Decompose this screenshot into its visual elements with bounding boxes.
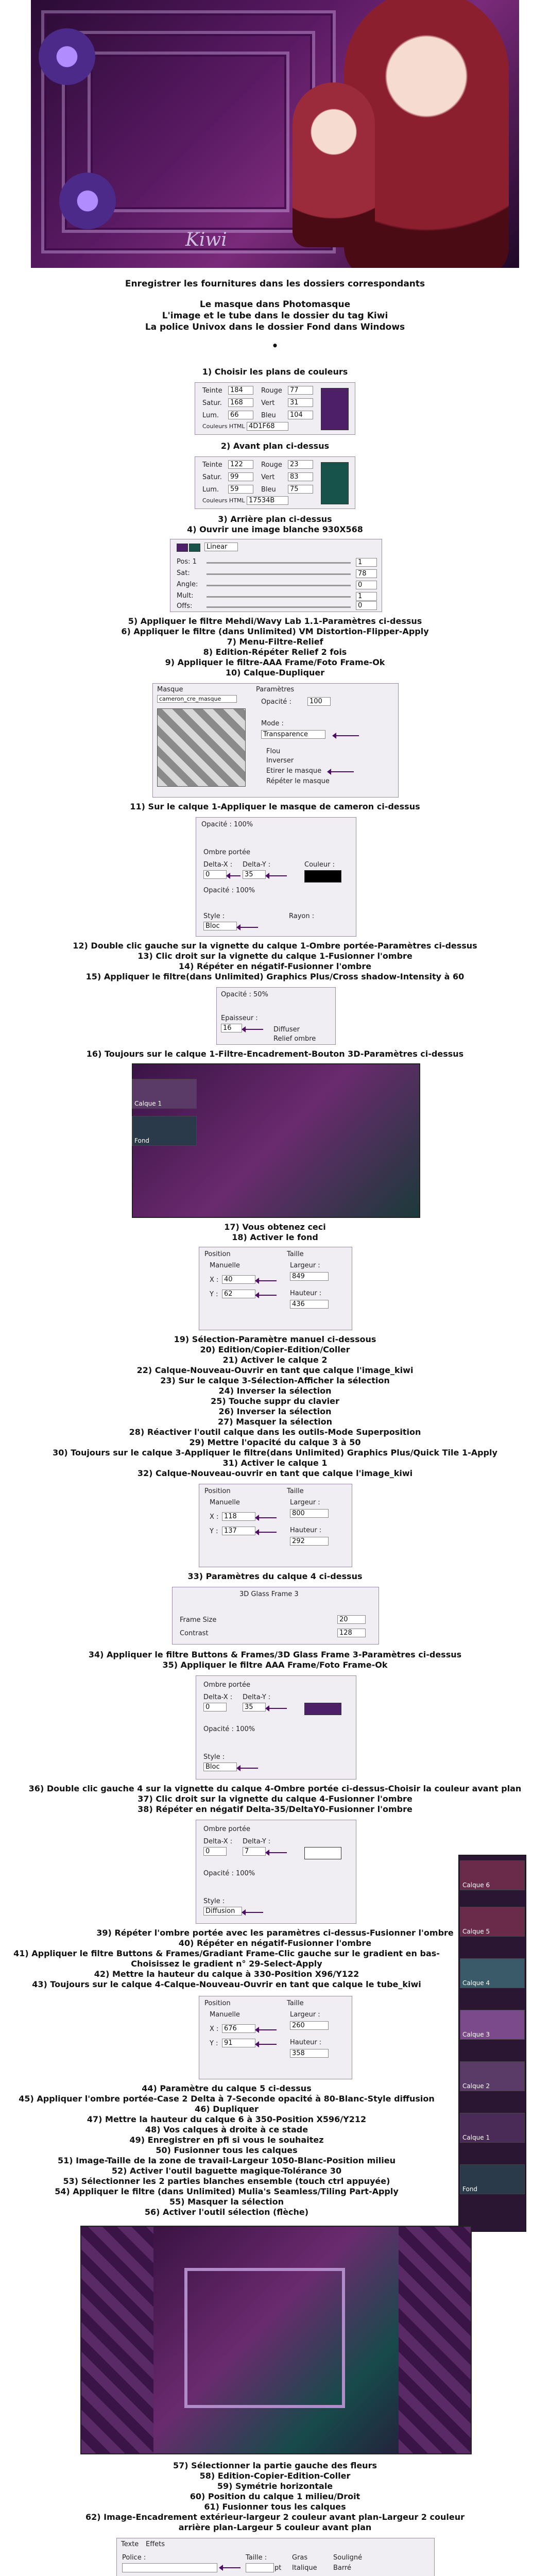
satur-value[interactable]: 99 bbox=[228, 472, 253, 481]
mode-option-2[interactable]: Relief ombre bbox=[273, 1035, 316, 1043]
style-select[interactable]: Bloc bbox=[203, 1762, 237, 1771]
dx-label: Delta-X : bbox=[203, 861, 233, 869]
arrow-indicator bbox=[266, 1708, 287, 1709]
layer-thumb[interactable] bbox=[460, 2061, 525, 2091]
param-value[interactable]: 1 bbox=[356, 592, 377, 601]
teinte-label: Teinte bbox=[202, 461, 222, 469]
x-label: X : bbox=[210, 2025, 219, 2033]
wavy-lab-panel bbox=[170, 539, 382, 612]
x-value[interactable]: 40 bbox=[222, 1275, 255, 1284]
hauteur-value[interactable]: 292 bbox=[290, 1537, 329, 1546]
y-value[interactable]: 91 bbox=[222, 2039, 255, 2047]
step-26: 26) Inverser la sélection bbox=[218, 1406, 332, 1416]
dx-label: Delta-X : bbox=[203, 1693, 233, 1701]
flou-option[interactable]: Flou bbox=[266, 748, 281, 755]
rouge-value[interactable]: 23 bbox=[288, 460, 313, 469]
slider-track[interactable] bbox=[207, 573, 351, 575]
step-34: 34) Appliquer le filtre Buttons & Frames/3D Glass Frame 3-Paramètres ci-dessus bbox=[88, 1650, 462, 1659]
x-label: X : bbox=[210, 1276, 219, 1284]
step-15: 15) Appliquer le filtre(dans Unlimited) Graphics Plus/Cross shadow-Intensity à 60 bbox=[85, 972, 465, 981]
glass-frame-dialog bbox=[172, 1587, 379, 1645]
layer-label: Calque 1 bbox=[134, 1100, 162, 1107]
opacity-label: Opacité : bbox=[261, 698, 291, 706]
color-panel-2 bbox=[195, 456, 355, 509]
rouge-label: Rouge bbox=[261, 461, 282, 469]
step-46: 46) Dupliquer bbox=[195, 2104, 259, 2114]
lum-label: Lum. bbox=[202, 486, 219, 494]
text-dialog bbox=[116, 2538, 435, 2576]
layer-thumb-fond[interactable] bbox=[132, 1116, 197, 1146]
opacity-value[interactable]: 100 bbox=[307, 697, 331, 706]
color-2-swatch[interactable] bbox=[189, 544, 200, 552]
y-label: Y : bbox=[210, 2040, 218, 2047]
op-label: Opacité : 100% bbox=[203, 887, 255, 894]
shadow-dialog-2 bbox=[196, 1675, 356, 1780]
dy-value[interactable]: 35 bbox=[243, 870, 266, 879]
police-label: Police : bbox=[122, 2554, 146, 2562]
html-color-label: Couleurs HTML bbox=[202, 497, 245, 504]
step-6: 6) Appliquer le filtre (dans Unlimited) VM Distortion-Flipper-Apply bbox=[121, 626, 429, 636]
step-17: 17) Vous obtenez ceci bbox=[224, 1222, 326, 1232]
selection-dialog-3 bbox=[199, 1996, 352, 2079]
x-value[interactable]: 676 bbox=[222, 2024, 255, 2033]
gras-option[interactable]: Gras bbox=[292, 2554, 308, 2562]
style-select[interactable]: Diffusion bbox=[203, 1907, 242, 1916]
shadow-color-swatch[interactable] bbox=[304, 1703, 341, 1715]
epaisseur-label: Epaisseur : bbox=[221, 1014, 258, 1022]
bleu-label: Bleu bbox=[261, 412, 276, 419]
step-55: 55) Masquer la sélection bbox=[169, 2197, 284, 2207]
position-label: Position bbox=[204, 1999, 231, 2007]
color-1-swatch[interactable] bbox=[177, 544, 188, 552]
arrow-indicator bbox=[266, 1852, 287, 1853]
step-35: 35) Appliquer le filtre AAA Frame/Foto Frame-Ok bbox=[162, 1660, 388, 1670]
tiled-border-left bbox=[81, 2227, 153, 2453]
step-25: 25) Touche suppr du clavier bbox=[211, 1396, 339, 1406]
html-color-value[interactable]: 17534B bbox=[247, 496, 288, 505]
tab-texte[interactable]: Texte bbox=[121, 2540, 139, 2548]
hauteur-label: Hauteur : bbox=[290, 2039, 322, 2046]
arrow-indicator bbox=[333, 735, 359, 736]
param-label: Sat: bbox=[177, 569, 190, 577]
teinte-label: Teinte bbox=[202, 387, 222, 395]
hauteur-label: Hauteur : bbox=[290, 1290, 322, 1297]
step-5: 5) Appliquer le filtre Mehdi/Wavy Lab 1.1-Paramètres ci-dessus bbox=[128, 616, 422, 626]
html-color-label: Couleurs HTML bbox=[202, 423, 245, 430]
intro-line: L'image et le tube dans le dossier du tag Kiwi bbox=[162, 311, 388, 321]
layer-label: Calque 6 bbox=[462, 1882, 490, 1889]
layer-label: Fond bbox=[134, 1137, 150, 1144]
param-label: Mult: bbox=[177, 592, 194, 600]
shadow-dialog-1 bbox=[196, 817, 356, 937]
y-value[interactable]: 137 bbox=[222, 1527, 255, 1535]
ombre-checkbox[interactable]: Ombre portée bbox=[203, 849, 250, 856]
satur-label: Satur. bbox=[202, 399, 222, 407]
slider-track[interactable] bbox=[207, 596, 351, 598]
step-58: 58) Edition-Copier-Edition-Coller bbox=[199, 2471, 351, 2481]
style-label: Style : bbox=[203, 1897, 225, 1905]
step-54: 54) Appliquer le filtre (dans Unlimited) Mulia's Seamless/Tiling Part-Apply bbox=[55, 2187, 399, 2196]
step-8: 8) Edition-Répéter Relief 2 fois bbox=[203, 647, 347, 657]
step-1: 1) Choisir les plans de couleurs bbox=[202, 367, 348, 377]
slider-track[interactable] bbox=[207, 562, 351, 564]
mask-name-select[interactable]: cameron_cre_masque bbox=[157, 695, 237, 703]
dx-value[interactable]: 0 bbox=[203, 1703, 227, 1711]
vert-value[interactable]: 83 bbox=[288, 472, 313, 481]
mask-preview bbox=[157, 708, 246, 787]
selection-dialog-1 bbox=[199, 1247, 352, 1330]
y-value[interactable]: 62 bbox=[222, 1290, 255, 1298]
taille-label: Taille bbox=[287, 1487, 304, 1495]
arrow-indicator bbox=[256, 2044, 277, 2045]
step-50: 50) Fusionner tous les calques bbox=[156, 2145, 298, 2155]
layer-thumb[interactable] bbox=[460, 1860, 525, 1890]
button-3d-dialog bbox=[216, 987, 336, 1045]
taille-value[interactable] bbox=[246, 2563, 274, 2572]
hauteur-value[interactable]: 358 bbox=[290, 2049, 329, 2058]
layer-thumb[interactable] bbox=[460, 2164, 525, 2194]
bleu-value[interactable]: 104 bbox=[288, 411, 313, 419]
largeur-value[interactable]: 260 bbox=[290, 2021, 329, 2030]
style-select[interactable]: Linear bbox=[204, 543, 238, 551]
tab-effets[interactable]: Effets bbox=[146, 2540, 165, 2548]
step-44: 44) Paramètre du calque 5 ci-dessus bbox=[142, 2083, 312, 2093]
step-30: 30) Toujours sur le calque 3-Appliquer le filtre(dans Unlimited) Graphics Plus/Quick Tile 1-Apply bbox=[53, 1448, 497, 1458]
step-37: 37) Clic droit sur la vignette du calque 4-Fusionner l'ombre bbox=[138, 1794, 413, 1804]
step-61: 61) Fusionner tous les calques bbox=[204, 2502, 346, 2512]
param-value[interactable]: 0 bbox=[356, 581, 377, 589]
step-53: 53) Sélectionner les 2 parties blanches ensemble (touch ctrl appuyée) bbox=[63, 2176, 390, 2186]
manuelle-option[interactable]: Manuelle bbox=[210, 2011, 240, 2019]
step-27: 27) Masquer la sélection bbox=[217, 1417, 333, 1427]
arrow-indicator bbox=[220, 2567, 240, 2568]
step-16: 16) Toujours sur le calque 1-Filtre-Encadrement-Bouton 3D-Paramètres ci-dessus bbox=[86, 1049, 464, 1059]
layer-thumb[interactable] bbox=[460, 1958, 525, 1988]
x-label: X : bbox=[210, 1513, 219, 1521]
step-62: 62) Image-Encadrement extérieur-largeur 2 couleur avant plan-Largeur 2 couleur arrière plan-Largeur 5 couleur avant plan bbox=[85, 2512, 465, 2532]
vert-label: Vert bbox=[261, 399, 275, 407]
couleur-label: Couleur : bbox=[304, 861, 335, 869]
manuelle-option[interactable]: Manuelle bbox=[210, 1262, 240, 1269]
lum-value[interactable]: 66 bbox=[228, 411, 253, 419]
step-40: 40) Répéter en négatif-Fusionner l'ombre bbox=[178, 1938, 372, 1948]
layer-thumb[interactable] bbox=[460, 2113, 525, 2143]
html-color-value[interactable]: 4D1F68 bbox=[247, 422, 288, 431]
step-36: 36) Double clic gauche 4 sur la vignette du calque 4-Ombre portée ci-dessus-Choisir la couleur avant plan bbox=[28, 1784, 522, 1793]
dy-value[interactable]: 7 bbox=[243, 1847, 266, 1856]
hauteur-label: Hauteur : bbox=[290, 1527, 322, 1534]
doll-tube-small bbox=[293, 82, 375, 247]
step-21: 21) Activer le calque 2 bbox=[222, 1355, 328, 1365]
step-4: 4) Ouvrir une image blanche 930X568 bbox=[187, 524, 363, 534]
step-38: 38) Répéter en négatif Delta-35/DeltaY0-Fusionner l'ombre bbox=[138, 1804, 413, 1814]
result-image-2 bbox=[80, 2226, 472, 2454]
teinte-value[interactable]: 184 bbox=[228, 386, 253, 395]
souligne-option[interactable]: Souligné bbox=[333, 2554, 363, 2562]
flower-decoration bbox=[31, 21, 103, 93]
slider-track[interactable] bbox=[207, 585, 351, 586]
inverser-option[interactable]: Inverser bbox=[266, 757, 294, 765]
param-label: Angle: bbox=[177, 581, 198, 588]
bleu-label: Bleu bbox=[261, 486, 276, 494]
dy-label: Delta-Y : bbox=[243, 1693, 271, 1701]
barre-option[interactable]: Barré bbox=[333, 2564, 352, 2572]
arrow-indicator bbox=[243, 1029, 263, 1030]
frame-size-value[interactable]: 20 bbox=[337, 1615, 366, 1624]
step-13: 13) Clic droit sur la vignette du calque 1-Fusionner l'ombre bbox=[138, 951, 413, 961]
lum-value[interactable]: 59 bbox=[228, 485, 253, 494]
dy-value[interactable]: 35 bbox=[243, 1703, 266, 1711]
satur-label: Satur. bbox=[202, 473, 222, 481]
step-10: 10) Calque-Dupliquer bbox=[225, 668, 325, 677]
intro-line: Le masque dans Photomasque bbox=[199, 299, 351, 310]
rouge-value[interactable]: 77 bbox=[288, 386, 313, 395]
flower-decoration bbox=[51, 165, 124, 237]
ombre-checkbox[interactable]: Ombre portée bbox=[203, 1681, 250, 1689]
layers-palette bbox=[458, 1855, 526, 2232]
taille-label: Taille bbox=[287, 1999, 304, 2007]
step-32: 32) Calque-Nouveau-ouvrir en tant que calque l'image_kiwi bbox=[137, 1468, 413, 1478]
step-39: 39) Répéter l'ombre portée avec les paramètres ci-dessus-Fusionner l'ombre bbox=[96, 1928, 454, 1938]
mask-dialog bbox=[152, 683, 399, 798]
largeur-label: Largeur : bbox=[290, 1262, 320, 1269]
vert-value[interactable]: 31 bbox=[288, 398, 313, 407]
step-24: 24) Inverser la sélection bbox=[218, 1386, 332, 1396]
step-29: 29) Mettre l'opacité du calque 3 à 50 bbox=[189, 1437, 361, 1447]
arrow-indicator bbox=[328, 771, 354, 772]
step-52: 52) Activer l'outil baguette magique-Tolérance 30 bbox=[111, 2166, 342, 2176]
step-57: 57) Sélectionner la partie gauche des fleurs bbox=[173, 2461, 377, 2470]
layer-thumb[interactable] bbox=[460, 1907, 525, 1937]
etirer-option[interactable]: Etirer le masque bbox=[266, 767, 322, 775]
opacity-title: Opacité : 100% bbox=[201, 821, 253, 828]
param-value[interactable]: 1 bbox=[356, 558, 377, 567]
largeur-label: Largeur : bbox=[290, 2011, 320, 2019]
step-11: 11) Sur le calque 1-Appliquer le masque de cameron ci-dessus bbox=[130, 802, 420, 811]
step-41: 41) Appliquer le filtre Buttons & Frames/Gradiant Frame-Clic gauche sur le gradient en bas-Choisissez le gradient n° 29-Select-Apply bbox=[13, 1948, 440, 1969]
y-label: Y : bbox=[210, 1291, 218, 1298]
position-label: Position bbox=[204, 1250, 231, 1258]
style-select[interactable]: Bloc bbox=[203, 922, 237, 930]
step-14: 14) Répéter en négatif-Fusionner l'ombre bbox=[178, 961, 372, 971]
bleu-value[interactable]: 75 bbox=[288, 485, 313, 494]
step-49: 49) Enregistrer en pfi si vous le souhaitez bbox=[129, 2135, 324, 2145]
step-43: 43) Toujours sur le calque 4-Calque-Nouveau-Ouvrir en tant que calque le tube_kiwi bbox=[32, 1979, 421, 1989]
satur-value[interactable]: 168 bbox=[228, 398, 253, 407]
hauteur-value[interactable]: 436 bbox=[290, 1300, 329, 1309]
step-12: 12) Double clic gauche sur la vignette du calque 1-Ombre portée-Paramètres ci-dessus bbox=[73, 941, 477, 951]
step-48: 48) Vos calques à droite à ce stade bbox=[145, 2125, 308, 2134]
op-label: Opacité : 100% bbox=[203, 1870, 255, 1877]
layer-label: Calque 4 bbox=[462, 1979, 490, 1987]
arrow-indicator bbox=[237, 1768, 258, 1769]
glass-title: 3D Glass Frame 3 bbox=[239, 1590, 299, 1598]
dy-label: Delta-Y : bbox=[243, 861, 271, 869]
step-3: 3) Arrière plan ci-dessus bbox=[218, 514, 332, 524]
mask-title: Masque bbox=[157, 686, 183, 693]
frame-inner bbox=[184, 2268, 345, 2408]
param-value[interactable]: 78 bbox=[356, 569, 377, 578]
step-9: 9) Appliquer le filtre-AAA Frame/Foto Frame-Ok bbox=[165, 657, 385, 667]
step-7: 7) Menu-Filtre-Relief bbox=[227, 637, 323, 647]
step-59: 59) Symétrie horizontale bbox=[217, 2481, 333, 2491]
shadow-dialog-3 bbox=[196, 1820, 356, 1924]
step-2: 2) Avant plan ci-dessus bbox=[220, 441, 330, 451]
contrast-value[interactable]: 128 bbox=[337, 1629, 366, 1637]
arrow-indicator bbox=[256, 1280, 277, 1281]
intro-line: Enregistrer les fournitures dans les dossiers correspondants bbox=[125, 279, 425, 289]
color-panel-1 bbox=[195, 382, 355, 435]
mode-option[interactable]: Diffuser bbox=[273, 1026, 300, 1033]
frame-size-label: Frame Size bbox=[180, 1616, 217, 1624]
largeur-label: Largeur : bbox=[290, 1499, 320, 1506]
shadow-color-swatch[interactable] bbox=[304, 870, 341, 883]
arrow-indicator bbox=[243, 1912, 263, 1913]
mode-label: Mode : bbox=[261, 720, 284, 727]
op-label: Opacité : 100% bbox=[203, 1725, 255, 1733]
step-20: 20) Edition/Copier-Edition/Coller bbox=[200, 1345, 350, 1354]
police-select[interactable] bbox=[122, 2563, 217, 2572]
dx-value[interactable]: 0 bbox=[203, 870, 227, 879]
largeur-value[interactable]: 800 bbox=[290, 1509, 329, 1518]
vert-label: Vert bbox=[261, 473, 275, 481]
largeur-value[interactable]: 849 bbox=[290, 1272, 329, 1281]
taille-label: Taille : bbox=[246, 2554, 267, 2562]
step-47: 47) Mettre la hauteur du calque 6 à 350-Position X596/Y212 bbox=[87, 2114, 367, 2124]
slider-track[interactable] bbox=[207, 606, 351, 608]
step-56: 56) Activer l'outil sélection (flèche) bbox=[144, 2207, 309, 2217]
step-51: 51) Image-Taille de la zone de travail-Largeur 1050-Blanc-Position milieu bbox=[58, 2156, 396, 2165]
contrast-label: Contrast bbox=[180, 1630, 209, 1637]
dx-value[interactable]: 0 bbox=[203, 1847, 227, 1856]
step-18: 18) Activer le fond bbox=[232, 1232, 318, 1242]
unit-label: pt bbox=[274, 2564, 282, 2572]
taille-label: Taille bbox=[287, 1250, 304, 1258]
color-swatch bbox=[321, 388, 349, 430]
rouge-label: Rouge bbox=[261, 387, 282, 395]
dx-label: Delta-X : bbox=[203, 1838, 233, 1845]
shadow-color-swatch[interactable] bbox=[304, 1847, 341, 1859]
repeter-option[interactable]: Répéter le masque bbox=[266, 777, 330, 785]
manuelle-option[interactable]: Manuelle bbox=[210, 1499, 240, 1506]
x-value[interactable]: 118 bbox=[222, 1512, 255, 1521]
step-23: 23) Sur le calque 3-Sélection-Afficher la sélection bbox=[160, 1376, 390, 1385]
step-19: 19) Sélection-Paramètre manuel ci-dessous bbox=[174, 1334, 376, 1344]
rayon-label: Rayon : bbox=[289, 912, 315, 920]
layer-label: Calque 5 bbox=[462, 1928, 490, 1935]
arrow-indicator bbox=[256, 2029, 277, 2030]
bullet-dot: • bbox=[271, 340, 279, 352]
arrow-indicator bbox=[227, 875, 240, 876]
style-label: Style : bbox=[203, 1753, 225, 1761]
mode-select[interactable]: Transparence bbox=[261, 730, 325, 739]
layer-label: Calque 1 bbox=[462, 2134, 490, 2141]
banner-image bbox=[31, 0, 519, 268]
step-42: 42) Mettre la hauteur du calque à 330-Position X96/Y122 bbox=[94, 1969, 359, 1979]
param-label: Pos: 1 bbox=[177, 558, 197, 566]
selection-dialog-2 bbox=[199, 1484, 352, 1567]
dy-label: Delta-Y : bbox=[243, 1838, 271, 1845]
param-value[interactable]: 0 bbox=[356, 601, 377, 610]
lum-label: Lum. bbox=[202, 412, 219, 419]
tiled-border-right bbox=[399, 2227, 471, 2453]
position-label: Position bbox=[204, 1487, 231, 1495]
arrow-indicator bbox=[256, 1517, 277, 1518]
epaisseur-value[interactable]: 16 bbox=[221, 1024, 242, 1032]
step-45: 45) Appliquer l'ombre portée-Case 2 Delta à 7-Seconde opacité à 80-Blanc-Style diffusion bbox=[19, 2094, 435, 2104]
layer-label: Calque 3 bbox=[462, 2031, 490, 2038]
arrow-indicator bbox=[266, 875, 287, 876]
param-label: Offs: bbox=[177, 602, 193, 610]
step-28: 28) Réactiver l'outil calque dans les outils-Mode Superposition bbox=[129, 1427, 421, 1437]
step-33: 33) Paramètres du calque 4 ci-dessus bbox=[187, 1571, 363, 1581]
style-label: Style : bbox=[203, 912, 225, 920]
step-60: 60) Position du calque 1 milieu/Droit bbox=[190, 2492, 360, 2501]
arrow-indicator bbox=[256, 1295, 277, 1296]
teinte-value[interactable]: 122 bbox=[228, 460, 253, 469]
step-31: 31) Activer le calque 1 bbox=[222, 1458, 328, 1468]
layer-label: Fond bbox=[462, 2185, 478, 2193]
banner-signature: Kiwi bbox=[185, 229, 227, 250]
layer-thumb-calque1[interactable] bbox=[132, 1079, 197, 1109]
arrow-indicator bbox=[256, 1532, 277, 1533]
op-label: Opacité : 50% bbox=[221, 991, 268, 998]
y-label: Y : bbox=[210, 1528, 218, 1535]
color-swatch bbox=[321, 462, 349, 504]
arrow-indicator bbox=[237, 927, 258, 928]
step-22: 22) Calque-Nouveau-Ouvrir en tant que calque l'image_kiwi bbox=[136, 1365, 414, 1375]
layer-label: Calque 2 bbox=[462, 2082, 490, 2090]
ombre-checkbox[interactable]: Ombre portée bbox=[203, 1825, 250, 1833]
params-label: Paramètres bbox=[256, 686, 295, 693]
intro-line: La police Univox dans le dossier Fond dans Windows bbox=[145, 322, 405, 332]
layer-thumb[interactable] bbox=[460, 2010, 525, 2040]
italique-option[interactable]: Italique bbox=[292, 2564, 317, 2572]
